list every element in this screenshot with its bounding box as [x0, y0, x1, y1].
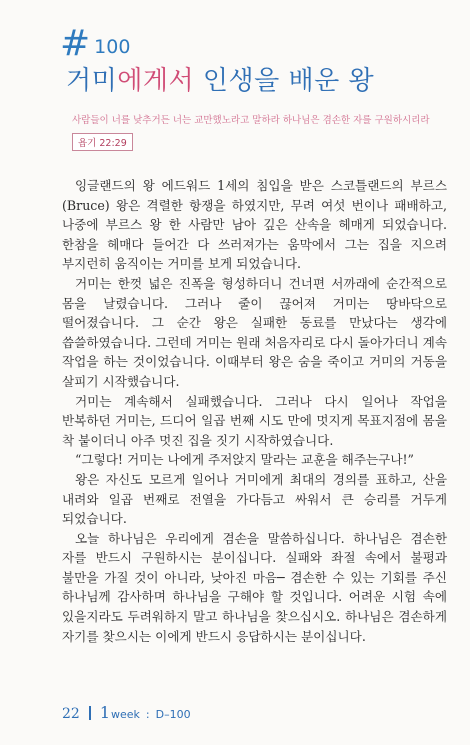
- week-label: week: [111, 708, 140, 721]
- title-part-2: 에게서: [117, 66, 195, 96]
- devotion-header: [60, 23, 440, 97]
- paragraph: 거미는 한껏 넓은 진폭을 형성하더니 건너편 서까래에 순간적으로 몸을 날렸습니다. 그러나 줄이 끊어져 거미는 땅바닥으로 떨어졌습니다. 그 순간 왕은 실패한 동료를 만났다는 생각에 씁쓸하였습니다. 그런데 거미는 원래 처음자리로 다시 돌아가더니 계속 작업을 하는 것이었습니다. 이때부터 왕은 숨을 죽이고 거미의 거동을 살피기 시작했습니다.: [62, 275, 447, 389]
- hash-symbol: #: [60, 23, 91, 64]
- paragraph: 거미는 계속해서 실패했습니다. 그러나 다시 일어나 작업을 반복하던 거미는, 드디어 일곱 번째 시도 만에 멋지게 목표지점에 몸을 착 붙이더니 아주 멋진 집을 짓기 시작하였습니다.: [62, 393, 447, 448]
- devotion-number: 100: [94, 36, 131, 58]
- dday-label: D–100: [155, 708, 191, 721]
- page-footer: [62, 703, 191, 722]
- week-number: 1: [99, 703, 111, 722]
- title-part-3: 인생을 배운 왕: [202, 66, 375, 96]
- paragraph: 오늘 하나님은 우리에게 겸손을 말씀하십니다. 하나님은 겸손한 자를 반드시 구원하시는 분이십니다. 실패와 좌절 속에서 불평과 불만을 가질 것이 아니라, 낮아진 마음─ 겸손한 수 있는 기회를 주신 하나님께 감사하며 하나님을 구해야 할 것입니다. 어려운 시험 속에 있을지라도 두려워하지 말고 하나님을 찾으십시오. 하나님은 겸손하게 자기를 찾으시는 이에게 반드시 응답하시는 분이십니다.: [62, 530, 447, 644]
- body-text: [62, 176, 447, 646]
- footer-divider: [89, 706, 91, 720]
- paragraph: 잉글랜드의 왕 에드워드 1세의 침입을 받은 스코틀랜드의 부르스(Bruce) 왕은 격렬한 항쟁을 하였지만, 무려 여섯 번이나 패배하고, 나중에 부르스 왕 한 사람만 남아 깊은 산속을 헤매게 되었습니다. 한참을 헤매다 들어간 다 쓰러져가는 움막에서 그는 집을 지으려 부지런히 움직이는 거미를 보게 되었습니다.: [62, 178, 447, 272]
- page-title: [66, 60, 440, 97]
- scripture-quote: [72, 114, 432, 151]
- title-part-1: 거미: [66, 66, 118, 96]
- paragraph: “그렇다! 거미는 나에게 주저앉지 말라는 교훈을 해주는구나!”: [75, 452, 414, 468]
- quote-reference: 욥기 22:29: [72, 133, 133, 151]
- quote-text: 사람들이 너를 낮추거든 너는 교만했노라고 말하라 하나님은 겸손한 자를 구원하시리라: [72, 115, 430, 126]
- footer-colon: :: [145, 708, 150, 721]
- devotion-number-row: [60, 23, 440, 64]
- paragraph: 왕은 자신도 모르게 일어나 거미에게 최대의 경의를 표하고, 산을 내려와 일곱 번째로 전열을 가다듬고 싸워서 큰 승리를 거두게 되었습니다.: [62, 471, 447, 527]
- page-number: 22: [62, 706, 80, 722]
